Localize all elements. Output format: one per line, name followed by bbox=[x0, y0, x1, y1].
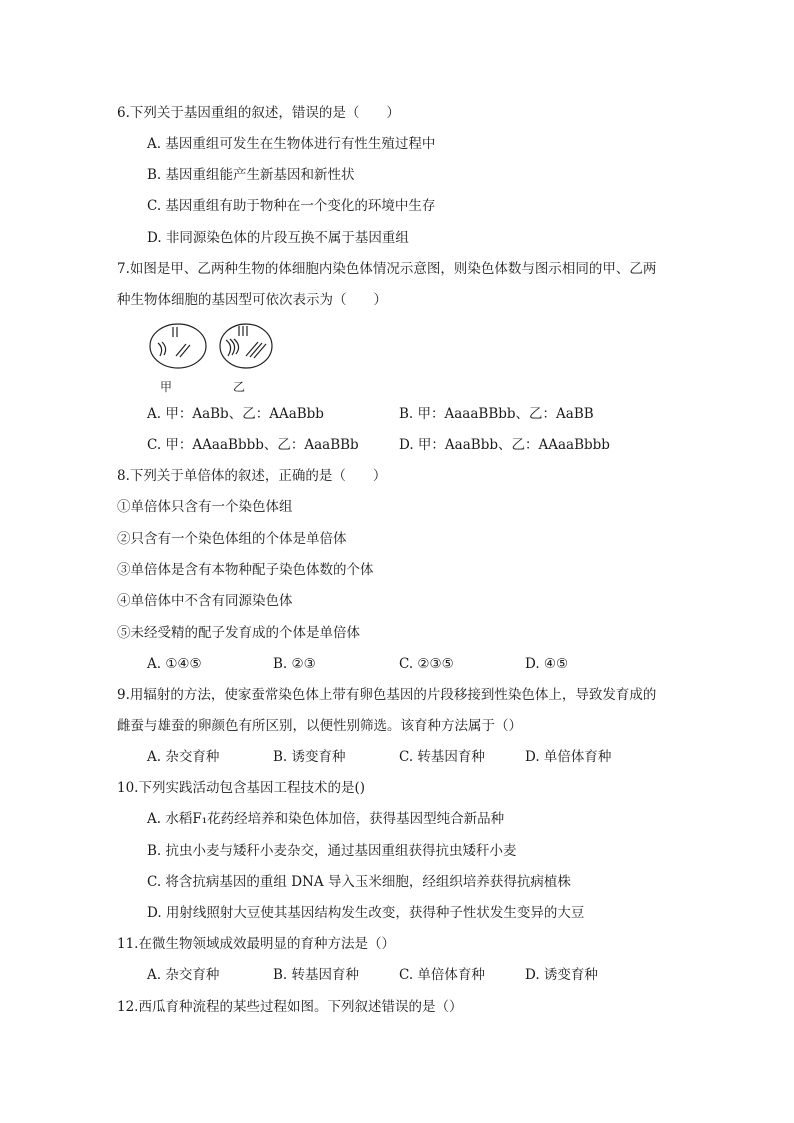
q11-option-d: D. 诱变育种 bbox=[525, 967, 598, 983]
q9-option-b: B. 诱变育种 bbox=[273, 749, 346, 765]
q6-stem: 6.下列关于基因重组的叙述，错误的是（ ） bbox=[117, 105, 400, 121]
q7-option-a: A. 甲：AaBb、乙：AAaBbb bbox=[147, 406, 324, 422]
q6-option-a: A. 基因重组可发生在生物体进行有性生殖过程中 bbox=[147, 136, 436, 152]
q7-option-c: C. 甲：AAaaBbbb、乙：AaaBBb bbox=[147, 437, 359, 453]
q7-option-d: D. 甲：AaaBbb、乙：AAaaBbbb bbox=[399, 437, 610, 453]
q9-stem-line1: 9.用辐射的方法，使家蚕常染色体上带有卵色基因的片段移接到性染色体上，导致发育成的 bbox=[117, 687, 657, 703]
q8-statement-3: ③单倍体是含有本物种配子染色体数的个体 bbox=[117, 562, 374, 578]
q9-option-d: D. 单倍体育种 bbox=[525, 749, 612, 765]
q11-option-a: A. 杂交育种 bbox=[147, 967, 220, 983]
chromosome-figure bbox=[140, 318, 280, 374]
q8-statement-2: ②只含有一个染色体组的个体是单倍体 bbox=[117, 531, 347, 547]
q12-stem: 12.西瓜育种流程的某些过程如图。下列叙述错误的是（） bbox=[117, 999, 463, 1015]
figure-label-jia: 甲 bbox=[160, 380, 173, 394]
q8-option-c: C. ②③⑤ bbox=[399, 656, 454, 672]
cell-yi bbox=[220, 324, 272, 368]
q8-stem: 8.下列关于单倍体的叙述，正确的是（ ） bbox=[117, 468, 387, 484]
q11-stem: 11.在微生物领域成效最明显的育种方法是（） bbox=[117, 936, 395, 952]
q11-option-c: C. 单倍体育种 bbox=[399, 967, 485, 983]
figure-label-yi: 乙 bbox=[233, 380, 246, 394]
q11-option-b: B. 转基因育种 bbox=[273, 967, 360, 983]
cell-jia bbox=[150, 324, 206, 368]
q7-stem-line1: 7.如图是甲、乙两种生物的体细胞内染色体情况示意图，则染色体数与图示相同的甲、乙两 bbox=[117, 261, 657, 277]
q10-option-c: C. 将含抗病基因的重组 DNA 导入玉米细胞，经组织培养获得抗病植株 bbox=[147, 874, 571, 890]
q10-stem: 10.下列实践活动包含基因工程技术的是() bbox=[117, 780, 366, 796]
q9-option-c: C. 转基因育种 bbox=[399, 749, 485, 765]
q8-option-a: A. ①④⑤ bbox=[147, 656, 202, 672]
q7-option-b: B. 甲：AaaaBBbb、乙：AaBB bbox=[399, 406, 594, 422]
q10-option-b: B. 抗虫小麦与矮秆小麦杂交，通过基因重组获得抗虫矮秆小麦 bbox=[147, 843, 517, 859]
q8-option-d: D. ④⑤ bbox=[525, 656, 569, 672]
q8-option-b: B. ②③ bbox=[273, 656, 316, 672]
q6-option-c: C. 基因重组有助于物种在一个变化的环境中生存 bbox=[147, 198, 436, 214]
q7-stem-line2: 种生物体细胞的基因型可依次表示为（ ） bbox=[117, 292, 387, 308]
q8-statement-1: ①单倍体只含有一个染色体组 bbox=[117, 499, 293, 515]
q9-stem-line2: 雌蚕与雄蚕的卵颜色有所区别，以便性别筛选。该育种方法属于（） bbox=[117, 718, 522, 734]
q8-statement-4: ④单倍体中不含有同源染色体 bbox=[117, 593, 293, 609]
q6-option-d: D. 非同源染色体的片段互换不属于基因重组 bbox=[147, 230, 409, 246]
q6-option-b: B. 基因重组能产生新基因和新性状 bbox=[147, 167, 355, 183]
q10-option-a: A. 水稻F₁花药经培养和染色体加倍，获得基因型纯合新品种 bbox=[147, 811, 505, 827]
q9-option-a: A. 杂交育种 bbox=[147, 749, 220, 765]
q8-statement-5: ⑤未经受精的配子发育成的个体是单倍体 bbox=[117, 625, 360, 641]
q10-option-d: D. 用射线照射大豆使其基因结构发生改变，获得种子性状发生变异的大豆 bbox=[147, 905, 585, 921]
